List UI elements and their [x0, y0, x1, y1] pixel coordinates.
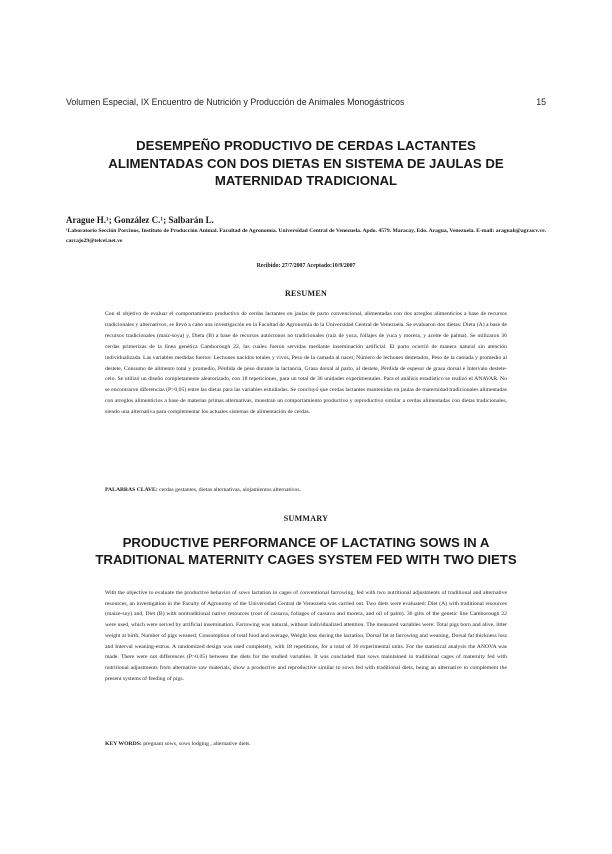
resumen-text: Con el objetivo de evaluar el comportamiento productivo de cerdas lactantes en jaulas de parto convencional, alimentadas con dos arreglos alimenticios a base de recursos tradicionales y alternativos, se llevó a cabo una investigación en la Facultad de Agronomía de la Universidad Central de Venezuela. Se evaluaron dos dietas: Dieta (A) a base de recursos tradicionales (maíz-soya) y, Dieta (B) a base de recursos autóctonos no tradicionales (raíz de yuca, follajes de yuca y morera, y aceite de palma). Se utilizaron 36 cerdas primerizas de la línea genética Camborough 22, las cuales fueron servidas mediante inseminación artificial. El parto ocurrió de manera natural sin atención individualizada. Las variables medidas fueron: Lechones nacidos totales y vivos, Peso de la camada al nacer, Número de lechones destetados, Peso de la camada y promedio al destete, Consumo de alimento total y promedio, Pérdida de peso durante la lactancia, Grasa dorsal al parto, al destete, Pérdida de espesor de grasa dorsal e Intervalo destete-celo. Se utilizó un diseño completamente aleatorizado, con 18 repeticiones, para un total de 36 unidades experimentales. Para el análisis estadístico se realizó el ANAVAR. No se encontraron diferencias (P>0,05) entre las dietas para las variables estudiadas. Se concluyó que cerdas lactantes mantenidas en jaulas de maternidad tradicionales alimentadas con arreglos alimenticios a base de materias primas alternativas, muestran un comportamiento productivo y reproductivo similar a cerdas alimentadas con dietas tradicionales, siendo una alternativa para complementar los actuales sistemas de alimentación de cerdas. [105, 311, 507, 416]
key-words [105, 741, 507, 747]
keywords-label-en: KEY WORDS: [105, 741, 142, 747]
summary-text: With the objective to evaluate the productive behavior of sows lactation in cages of conventional farrowing, fed with two nutritional adjustments of traditional and alternative resources, an investigation in the Faculty of Agronomy of the Universidad Central de Venezuela was carried out. Two diets were evaluated: Diet (A) with traditional resources (maize-soy) and, Diet (B) with nontraditional native resources (root of cassava, foliages of cassava and morera, and oil of palm). 36 gilts of the genetic line Camborough 22 were used, which were served by artificial insemination. Farrowing was natural, without individualized attention. The measured variables were: Total pigs born and alive, litter weight at birth, Number of pigs weaned, Consumption of total food and average, Weight loss during the lactation, Dorsal fat at farrowing and weaning, Dorsal fat thickness loss and Interval weaning-estrus. A randomized design was used completely, with 18 repetitions, for a total of 36 experimental units. For the statistical analysis the ANOVA was made. There were not differences (P>0.05) between the diets for the studied variables. It was concluded that sows maintained in traditional cages of maternity fed with nutritional adjustments from alternative raw materials, show a productive and reproductive similar to sows fed with traditional diets, being an alternative to complement the present systems of feeding of pigs. [105, 590, 507, 682]
keywords-es: cerdas gestantes, dietas alternativas, alojamientos alternativos. [159, 487, 301, 493]
page-number: 15 [536, 97, 546, 107]
keywords-label-es: PALABRAS CLAVE: [105, 487, 158, 493]
english-title: PRODUCTIVE PERFORMANCE OF LACTATING SOWS IN A TRADITIONAL MATERNITY CAGES SYSTEM FED WITH TWO DIETS [95, 535, 517, 567]
resumen-heading: RESUMEN [284, 289, 328, 298]
journal-name: Volumen Especial, IX Encuentro de Nutrición y Producción de Animales Monogástricos [66, 97, 405, 107]
keywords-en: pregnant sows, sows lodging , alternative diets. [143, 741, 251, 747]
running-header [66, 97, 546, 107]
received-accepted-dates: Recibido: 27/7/2007 Aceptado:10/9/2007 [256, 263, 356, 269]
palabras-clave [105, 487, 507, 493]
affiliation: ¹Laboratorio Sección Porcinos, Instituto de Producción Animal. Facultad de Agronomía. Universidad Central de Venezuela. Apdo. 4579. Maracay, Edo. Aragua, Venezuela. E-mail: araguah@agr.ucv.ve. carcajo29@telcel.net.ve [66, 228, 546, 244]
spanish-title: DESEMPEÑO PRODUCTIVO DE CERDAS LACTANTES ALIMENTADAS CON DOS DIETAS EN SISTEMA DE JAULAS DE MATERNIDAD TRADICIONAL [108, 138, 504, 188]
authors: Arague H.¹; González C.¹; Salbarán L. [66, 215, 214, 225]
summary-heading: SUMMARY [283, 514, 329, 523]
